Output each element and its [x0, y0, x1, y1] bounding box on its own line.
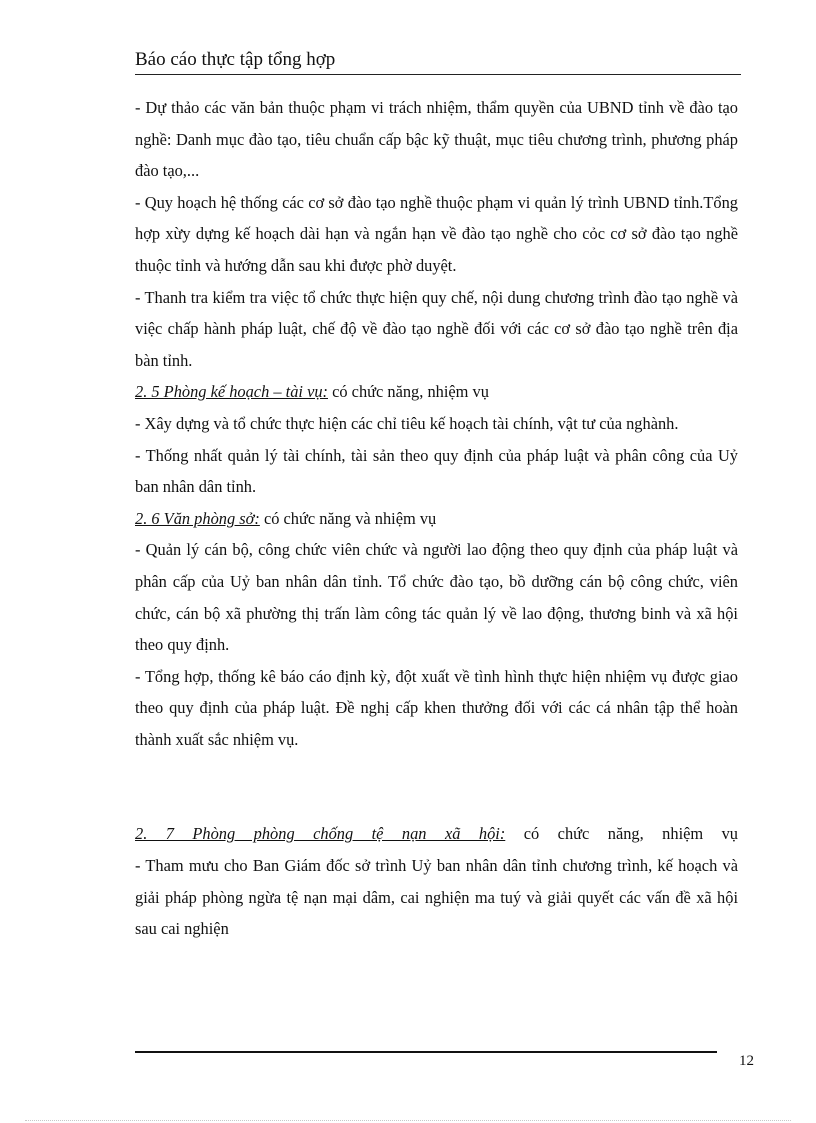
section-2-5 [135, 376, 738, 408]
section-2-7-rest: có chức năng, nhiệm vụ [505, 824, 738, 844]
paragraph-3: - Thanh tra kiểm tra việc tổ chức thực hiện quy chế, nội dung chương trình đào tạo nghề và việc chấp hành pháp luật, chế độ về đào tạo nghề đối với các cơ sở đào tạo nghề trên địa bàn tỉnh. [135, 287, 738, 370]
paragraph-4: - Xây dựng và tổ chức thực hiện các chỉ tiêu kế hoạch tài chính, vật tư của nghành. [135, 413, 679, 433]
section-2-6-heading: 2. 6 Văn phòng sở: [135, 508, 260, 528]
section-2-7-heading: 2. 7 Phòng phòng chống tệ nạn xã hội: [135, 824, 506, 844]
section-2-7 [135, 818, 738, 850]
section-2-5-rest: có chức năng, nhiệm vụ [328, 382, 489, 402]
paragraph-5: - Thống nhất quản lý tài chính, tài sản theo quy định của pháp luật và phân công của Uỷ ban nhân dân tỉnh. [135, 445, 738, 497]
page-header-title: Báo cáo thực tập tổng hợp [135, 49, 336, 70]
paragraph-7: - Tổng hợp, thống kê báo cáo định kỳ, đột xuất về tình hình thực hiện nhiệm vụ được giao theo quy định của pháp luật. Đề nghị cấp khen thưởng đối với các cá nhân tập thể hoàn thành xuất sắc nhiệm vụ. [135, 666, 738, 749]
document-body [135, 92, 738, 945]
vertical-gap [135, 755, 738, 818]
header-rule [135, 74, 741, 75]
paragraph-6: - Quản lý cán bộ, công chức viên chức và người lao động theo quy định của pháp luật và phân cấp của Uỷ ban nhân dân tỉnh. Tổ chức đào tạo, bồ dưỡng cán bộ công chức, viên chức, cán bộ xã phường thị trấn làm công tác quản lý về lao động, thương binh và xã hội theo quy định. [135, 540, 738, 655]
section-2-6-rest: có chức năng và nhiệm vụ [259, 508, 437, 528]
footer-rule [135, 1051, 717, 1053]
paragraph-1: - Dự thảo các văn bản thuộc phạm vi trách nhiệm, thẩm quyền của UBND tỉnh về đào tạo nghề: Danh mục đào tạo, tiêu chuẩn cấp bậc kỹ thuật, mục tiêu chương trình, phương pháp đào tạo,... [135, 98, 738, 181]
page-number: 12 [739, 1053, 754, 1069]
paragraph-2: - Quy hoạch hệ thống các cơ sở đào tạo nghề thuộc phạm vi quản lý trình UBND tỉnh.Tổng hợp xừy dựng kế hoạch dài hạn và ngắn hạn về đào tạo nghề cho cỏc cơ sở đào tạo nghề thuộc tỉnh và hướng dẫn sau khi được phờ duyệt. [135, 192, 738, 275]
section-2-5-heading: 2. 5 Phòng kế hoạch – tài vụ: [135, 382, 328, 402]
paragraph-8: - Tham mưu cho Ban Giám đốc sở trình Uỷ ban nhân dân tỉnh chương trình, kế hoạch và giải pháp phòng ngừa tệ nạn mại dâm, cai nghiện ma tuý và giải quyết các vấn đề xã hội sau cai nghiện [135, 856, 738, 939]
page-bottom-dotted-border [25, 1120, 791, 1121]
section-2-6 [135, 503, 738, 535]
